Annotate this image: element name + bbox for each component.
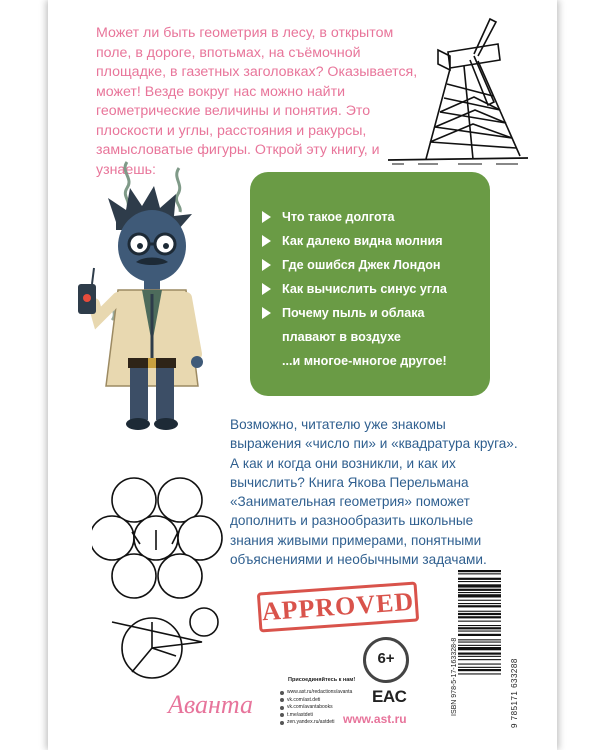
- intro-paragraph: Может ли быть геометрия в лесу, в открытом поле, в дороге, впотьмах, на съёмочной площадке, в газетных заголовках? Оказывается, может! Везде вокруг нас можно найти геометрические величины и понятия. Это плоскости и углы, расстояния и ракурсы, замысловатые фигуры. Открой эту книгу, и узнаешь:: [96, 25, 418, 178]
- barcode: [458, 570, 501, 728]
- triangle-bullet-icon: [262, 235, 271, 247]
- barcode-bar: [458, 603, 501, 604]
- barcode-bar: [458, 639, 501, 640]
- barcode-bar: [458, 589, 501, 591]
- social-link: www.ast.ru/redactions/avanta: [280, 689, 352, 697]
- triangle-bullet-icon: [262, 307, 271, 319]
- barcode-number: 9 785171 633288: [510, 658, 519, 728]
- barcode-bar: [458, 664, 501, 665]
- barcode-bar: [458, 581, 501, 582]
- feature-list: [262, 205, 492, 373]
- barcode-bar: [458, 611, 501, 612]
- isbn-label: ISBN 978-5-17-163328-8: [451, 637, 458, 716]
- barcode-bar: [458, 669, 501, 671]
- barcode-bar: [458, 616, 501, 618]
- barcode-bar: [458, 594, 501, 597]
- wind-turbine-illustration: [378, 14, 538, 169]
- barcode-bar: [458, 634, 501, 636]
- list-item-label: плавают в воздухе: [282, 330, 401, 344]
- list-item: [262, 301, 492, 325]
- barcode-bar: [458, 656, 501, 657]
- age-rating-label: 6+: [377, 650, 395, 667]
- website-label: www.ast.ru: [343, 712, 407, 726]
- barcode-bar: [458, 642, 501, 643]
- barcode-bar: [458, 621, 501, 622]
- barcode-bar: [458, 647, 501, 650]
- barcode-bar: [458, 645, 501, 646]
- description-text: Возможно, читателю уже знакомы выражения «число пи» и «квадратура круга». А как и когда они возникли, и как их вычислить? Книга Якова Перельмана «Занимательная геометрия» поможет дополнить и разнообразить школьные знания живыми примерами, понятными объяснениями и необычными задачами.: [230, 417, 518, 568]
- age-rating-badge: [363, 637, 409, 683]
- barcode-bar: [458, 667, 501, 668]
- barcode-bar: [458, 592, 501, 593]
- list-item: [262, 205, 492, 229]
- barcode-bar: [458, 673, 501, 674]
- publisher-logo: Аванта: [168, 690, 253, 719]
- barcode-bar: [458, 653, 501, 655]
- barcode-bar: [458, 600, 501, 601]
- barcode-bar: [458, 659, 501, 660]
- list-item: [262, 253, 492, 277]
- list-item: [262, 229, 492, 253]
- list-item-label: ...и многое-многое другое!: [282, 354, 447, 368]
- triangle-bullet-icon: [262, 283, 271, 295]
- barcode-bar: [458, 631, 501, 632]
- social-link: vk.com/avantabooks: [280, 704, 352, 712]
- list-item-label: Почему пыль и облака: [282, 306, 425, 320]
- barcode-bar: [458, 627, 501, 629]
- barcode-bar: [458, 625, 501, 626]
- list-item-continuation: [262, 325, 492, 349]
- barcode-bar: [458, 605, 501, 607]
- list-item: [262, 277, 492, 301]
- social-title: Присоединяйтесь к нам!: [288, 677, 356, 683]
- list-item-label: Где ошибся Джек Лондон: [282, 258, 441, 272]
- triangle-bullet-icon: [262, 211, 271, 223]
- social-links: [280, 689, 352, 727]
- eac-mark: EAC: [372, 687, 407, 706]
- social-link: zen.yandex.ru/astdeti: [280, 719, 352, 727]
- barcode-bar: [458, 570, 501, 572]
- barcode-bar: [458, 613, 501, 615]
- scientist-illustration: [72, 158, 232, 440]
- list-item-label: Как далеко видна молния: [282, 234, 443, 248]
- barcode-bar: [458, 573, 501, 574]
- list-item-continuation: [262, 349, 492, 373]
- social-link: t.me/astdeti: [280, 712, 352, 720]
- barcode-bar: [458, 584, 501, 587]
- list-item-label: Что такое долгота: [282, 210, 395, 224]
- triangle-bullet-icon: [262, 259, 271, 271]
- social-link: vk.com/ast.deti: [280, 697, 352, 705]
- list-item-label: Как вычислить синус угла: [282, 282, 447, 296]
- circles-sketch-illustration: [92, 472, 232, 682]
- stamp-text: APPROVED: [260, 586, 416, 627]
- barcode-bar: [458, 578, 501, 580]
